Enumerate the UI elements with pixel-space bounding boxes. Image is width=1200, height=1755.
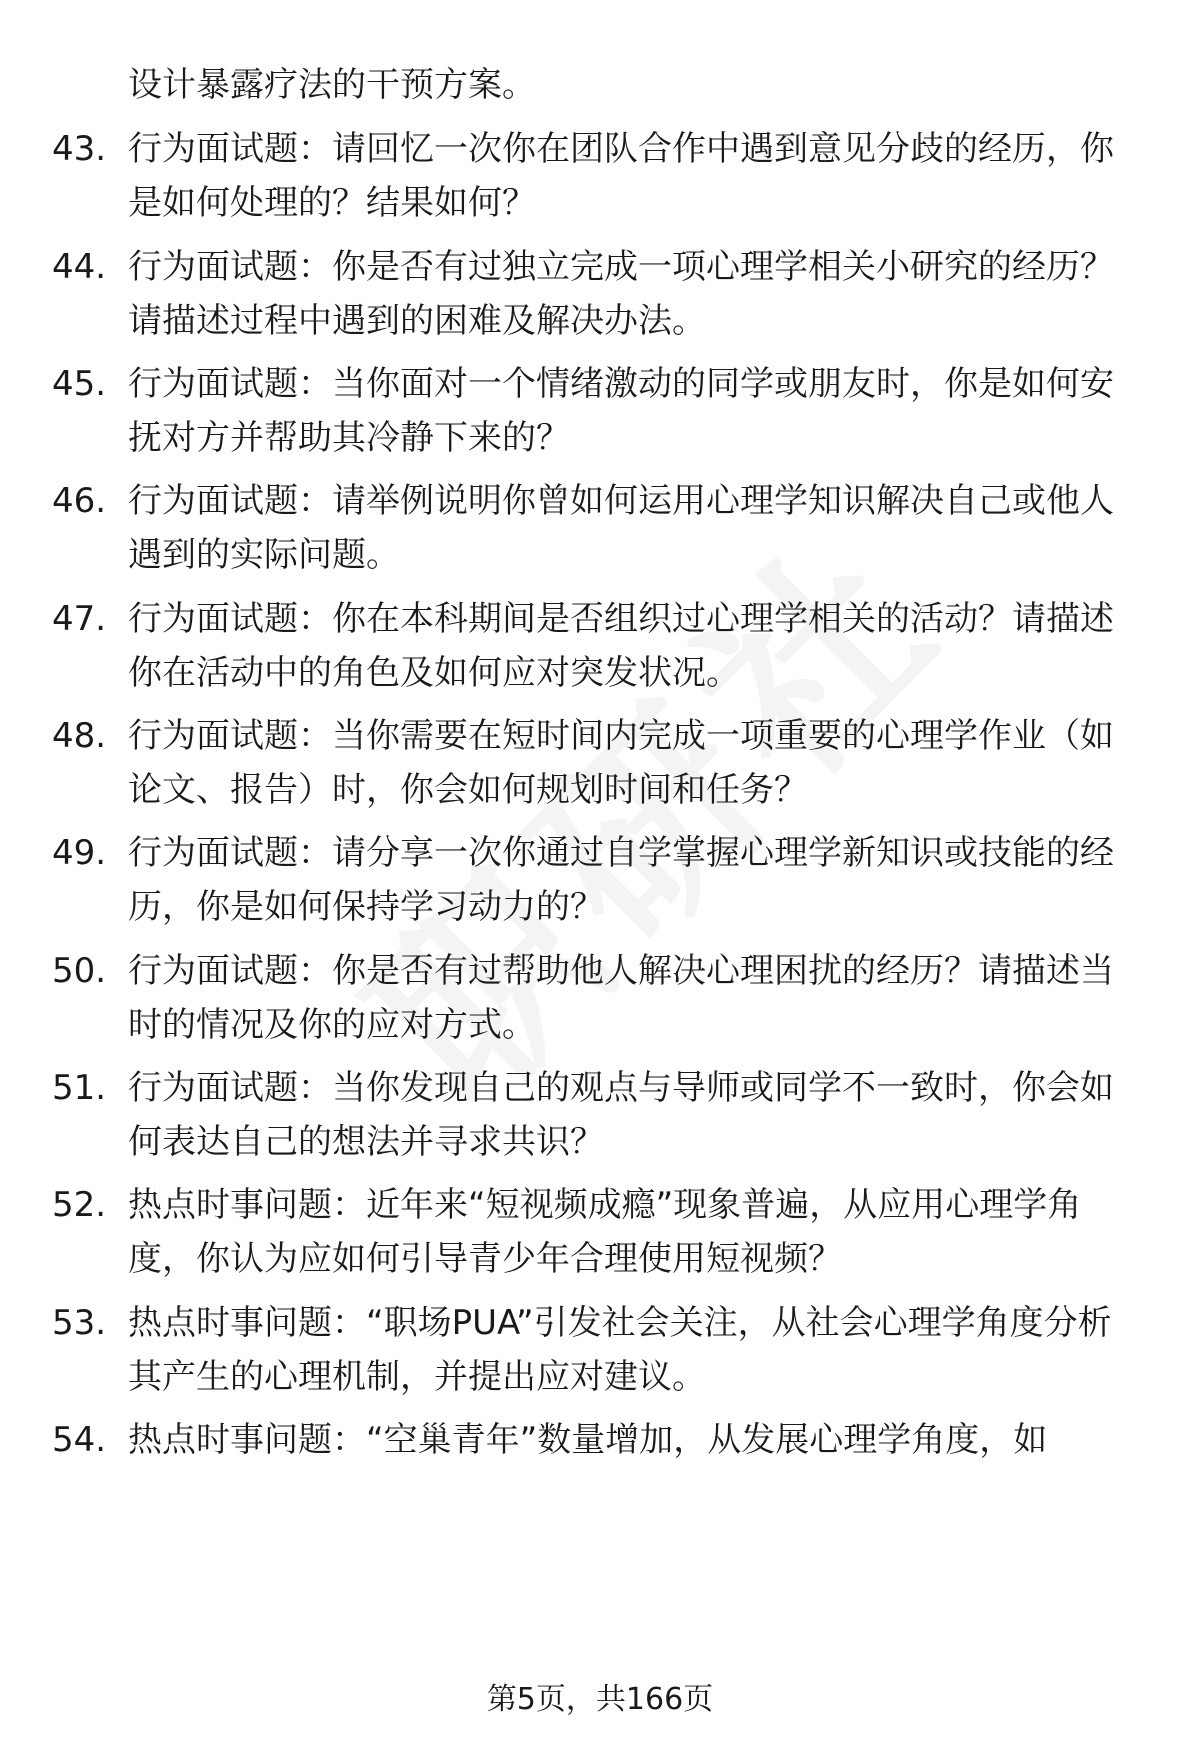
item-number: 45. [52, 364, 107, 404]
item-number: 44. [52, 247, 107, 287]
item-text: 热点时事问题：“职场PUA”引发社会关注，从社会心理学角度分析其产生的心理机制，并提出应对建议。 [128, 1303, 1112, 1397]
continuation-text: 设计暴露疗法的干预方案。 [128, 65, 536, 105]
item-text: 行为面试题：请分享一次你通过自学掌握心理学新知识或技能的经历，你是如何保持学习动力的？ [128, 833, 1114, 927]
item-number: 49. [52, 833, 107, 873]
item-text: 行为面试题：当你面对一个情绪激动的同学或朋友时，你是如何安抚对方并帮助其冷静下来的？ [128, 364, 1114, 458]
page-footer: 第5页，共166页 [486, 1682, 714, 1717]
item-number: 51. [52, 1068, 107, 1108]
item-text: 行为面试题：请回忆一次你在团队合作中遇到意见分歧的经历，你是如何处理的？结果如何？ [128, 129, 1114, 223]
item-text: 行为面试题：你在本科期间是否组织过心理学相关的活动？请描述你在活动中的角色及如何应对突发状况。 [128, 599, 1114, 693]
item-text: 行为面试题：当你发现自己的观点与导师或同学不一致时，你会如何表达自己的想法并寻求共识？ [128, 1068, 1114, 1162]
item-number: 46. [52, 481, 107, 521]
item-text: 热点时事问题：近年来“短视频成瘾”现象普遍，从应用心理学角度，你认为应如何引导青少年合理使用短视频？ [128, 1185, 1082, 1279]
item-text: 行为面试题：请举例说明你曾如何运用心理学知识解决自己或他人遇到的实际问题。 [128, 481, 1114, 575]
item-text: 行为面试题：当你需要在短时间内完成一项重要的心理学作业（如论文、报告）时，你会如何规划时间和任务？ [128, 716, 1114, 810]
item-number: 50. [52, 951, 107, 991]
item-text: 热点时事问题：“空巢青年”数量增加，从发展心理学角度，如 [128, 1420, 1048, 1460]
item-number: 53. [52, 1303, 107, 1343]
item-number: 48. [52, 716, 107, 756]
item-number: 52. [52, 1185, 107, 1225]
item-text: 行为面试题：你是否有过帮助他人解决心理困扰的经历？请描述当时的情况及你的应对方式。 [128, 951, 1114, 1045]
item-number: 43. [52, 129, 107, 169]
item-number: 47. [52, 599, 107, 639]
item-number: 54. [52, 1420, 107, 1460]
item-text: 行为面试题：你是否有过独立完成一项心理学相关小研究的经历？请描述过程中遇到的困难及解决办法。 [128, 247, 1114, 341]
